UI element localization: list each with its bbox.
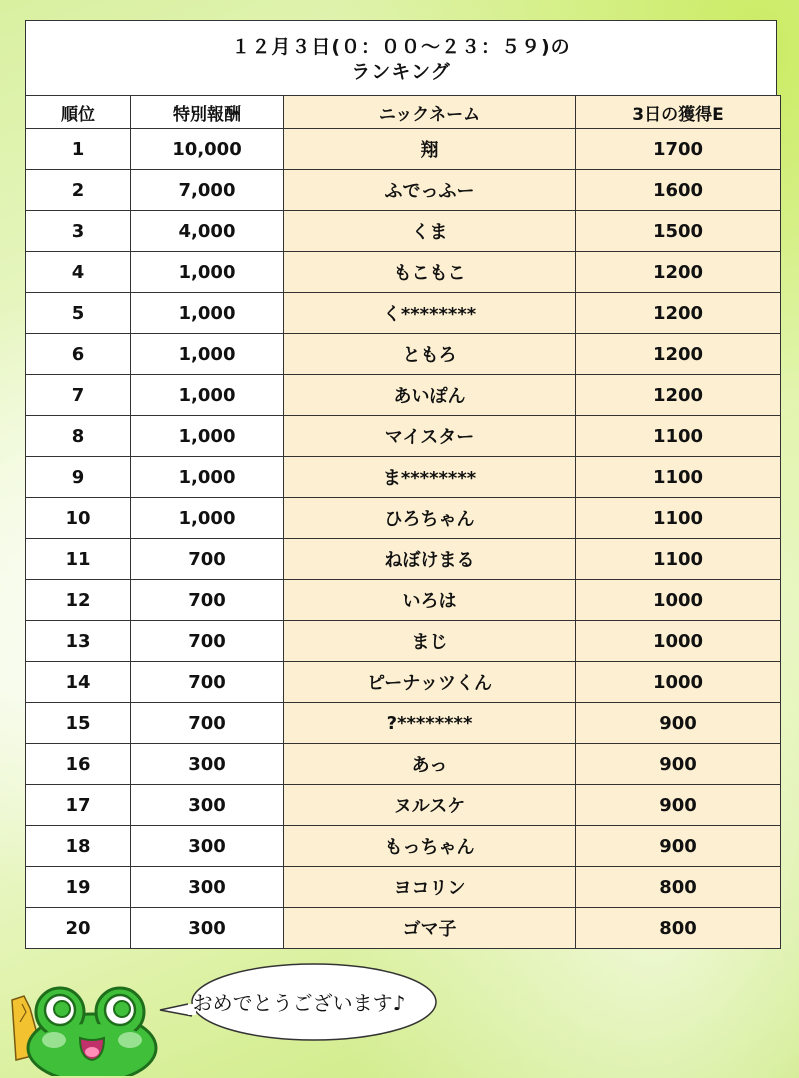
ranking-table (25, 95, 781, 949)
cell-points: 1000 (576, 580, 781, 621)
cell-reward: 1,000 (131, 457, 284, 498)
title-line-2: ランキング (351, 61, 451, 83)
cell-nickname: まじ (284, 621, 576, 662)
cell-rank: 11 (26, 539, 131, 580)
cell-reward: 700 (131, 662, 284, 703)
cell-rank: 8 (26, 416, 131, 457)
table-row (26, 621, 781, 662)
cell-nickname: ピーナッツくん (284, 662, 576, 703)
cell-reward: 7,000 (131, 170, 284, 211)
cell-rank: 5 (26, 293, 131, 334)
cell-reward: 1,000 (131, 252, 284, 293)
cell-reward: 4,000 (131, 211, 284, 252)
cell-points: 1200 (576, 252, 781, 293)
table-row (26, 498, 781, 539)
cell-points: 1200 (576, 375, 781, 416)
cell-nickname: もっちゃん (284, 826, 576, 867)
header-rank: 順位 (26, 96, 131, 129)
table-row (26, 129, 781, 170)
cell-nickname: ねぼけまる (284, 539, 576, 580)
cell-points: 1600 (576, 170, 781, 211)
table-row (26, 539, 781, 580)
cell-reward: 1,000 (131, 498, 284, 539)
cell-reward: 10,000 (131, 129, 284, 170)
cell-nickname: ゴマ子 (284, 908, 576, 949)
header-reward: 特別報酬 (131, 96, 284, 129)
table-row (26, 703, 781, 744)
cell-reward: 700 (131, 703, 284, 744)
cell-points: 900 (576, 703, 781, 744)
table-row (26, 580, 781, 621)
cell-nickname: ともろ (284, 334, 576, 375)
cell-rank: 9 (26, 457, 131, 498)
table-body (26, 129, 781, 949)
cell-reward: 300 (131, 785, 284, 826)
cell-rank: 12 (26, 580, 131, 621)
title-line-1: １２月３日(０：００～２３：５９)の (231, 36, 571, 58)
cell-rank: 17 (26, 785, 131, 826)
table-row (26, 211, 781, 252)
cell-rank: 6 (26, 334, 131, 375)
cell-rank: 1 (26, 129, 131, 170)
table-row (26, 826, 781, 867)
cell-reward: 1,000 (131, 334, 284, 375)
header-points: 3日の獲得E (576, 96, 781, 129)
cell-nickname: ?******** (284, 703, 576, 744)
table-row (26, 416, 781, 457)
cell-points: 800 (576, 867, 781, 908)
congratulations-message: おめでとうございます♪ (192, 991, 406, 1015)
cell-rank: 19 (26, 867, 131, 908)
table-row (26, 170, 781, 211)
cell-rank: 20 (26, 908, 131, 949)
cell-rank: 16 (26, 744, 131, 785)
cell-nickname: ひろちゃん (284, 498, 576, 539)
cell-nickname: いろは (284, 580, 576, 621)
cell-points: 1100 (576, 539, 781, 580)
cell-reward: 1,000 (131, 293, 284, 334)
cell-reward: 300 (131, 744, 284, 785)
cell-rank: 14 (26, 662, 131, 703)
cell-points: 800 (576, 908, 781, 949)
cell-points: 1200 (576, 293, 781, 334)
cell-reward: 700 (131, 580, 284, 621)
cell-reward: 300 (131, 826, 284, 867)
cell-points: 1100 (576, 416, 781, 457)
cell-points: 1100 (576, 457, 781, 498)
cell-points: 1500 (576, 211, 781, 252)
table-row (26, 334, 781, 375)
cell-nickname: ヨコリン (284, 867, 576, 908)
table-row (26, 457, 781, 498)
cell-points: 900 (576, 744, 781, 785)
cell-points: 900 (576, 785, 781, 826)
cell-nickname: ヌルスケ (284, 785, 576, 826)
cell-rank: 13 (26, 621, 131, 662)
table-row (26, 744, 781, 785)
cell-rank: 15 (26, 703, 131, 744)
cell-points: 1100 (576, 498, 781, 539)
cell-nickname: ま******** (284, 457, 576, 498)
cell-rank: 18 (26, 826, 131, 867)
cell-nickname: あっ (284, 744, 576, 785)
cell-rank: 3 (26, 211, 131, 252)
table-row (26, 785, 781, 826)
table-row (26, 252, 781, 293)
cell-nickname: ふでっふー (284, 170, 576, 211)
cell-nickname: もこもこ (284, 252, 576, 293)
table-row (26, 662, 781, 703)
frog-mascot-icon (8, 978, 158, 1076)
cell-reward: 700 (131, 539, 284, 580)
cell-reward: 1,000 (131, 375, 284, 416)
cell-reward: 300 (131, 908, 284, 949)
cell-reward: 700 (131, 621, 284, 662)
table-row (26, 375, 781, 416)
cell-nickname: く******** (284, 293, 576, 334)
cell-points: 1200 (576, 334, 781, 375)
cell-points: 1000 (576, 621, 781, 662)
table-header-row (26, 96, 781, 129)
cell-rank: 4 (26, 252, 131, 293)
cell-rank: 2 (26, 170, 131, 211)
cell-nickname: くま (284, 211, 576, 252)
table-row (26, 867, 781, 908)
cell-nickname: 翔 (284, 129, 576, 170)
cell-reward: 1,000 (131, 416, 284, 457)
cell-nickname: あいぽん (284, 375, 576, 416)
cell-rank: 7 (26, 375, 131, 416)
cell-points: 1000 (576, 662, 781, 703)
cell-points: 1700 (576, 129, 781, 170)
cell-points: 900 (576, 826, 781, 867)
cell-rank: 10 (26, 498, 131, 539)
header-nickname: ニックネーム (284, 96, 576, 129)
table-row (26, 293, 781, 334)
cell-nickname: マイスター (284, 416, 576, 457)
cell-reward: 300 (131, 867, 284, 908)
table-row (26, 908, 781, 949)
page-title (26, 35, 776, 85)
